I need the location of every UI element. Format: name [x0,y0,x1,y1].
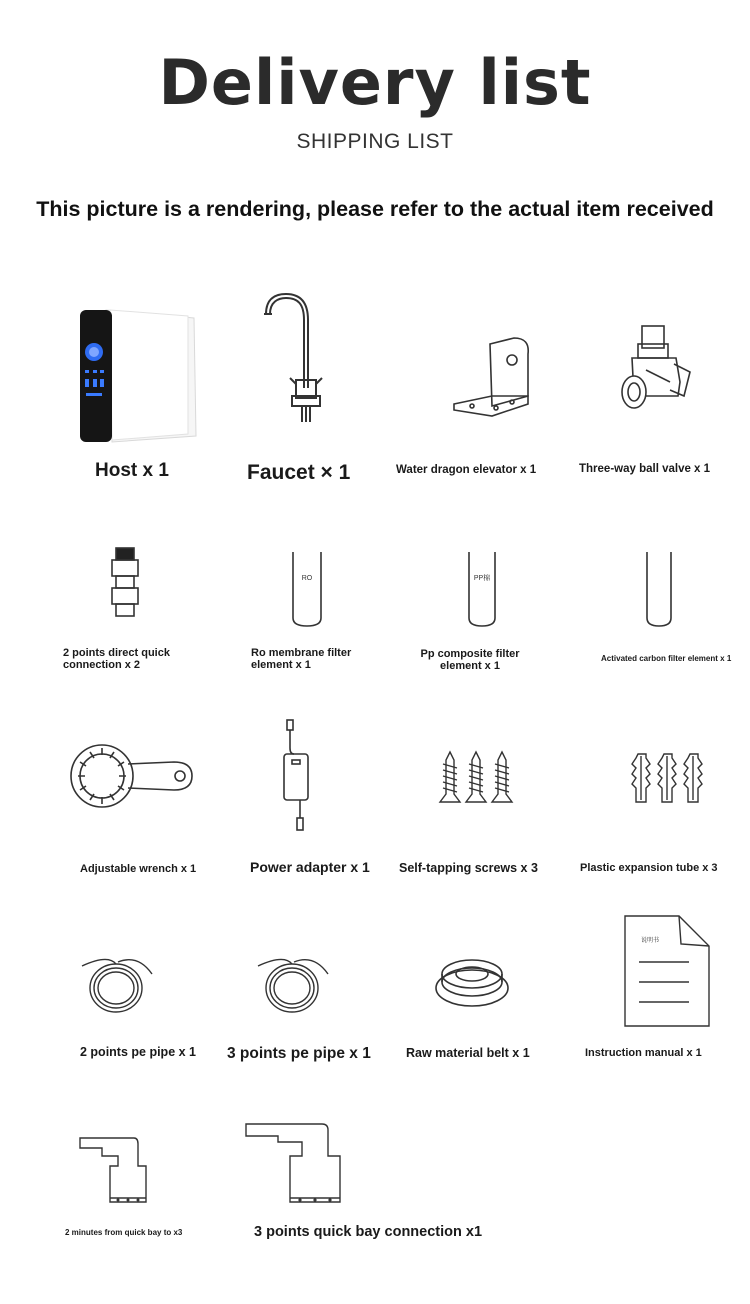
ball-valve-icon [620,324,692,416]
item-label: Instruction manual x 1 [585,1047,702,1059]
wrench-icon [68,742,194,812]
ro-filter-icon [290,550,324,628]
item-label: 2 minutes from quick bay to x3 [65,1228,183,1237]
item-label: 3 points pe pipe x 1 [227,1045,371,1062]
host-unit-icon [76,306,200,446]
filter-mark: PP棉 [473,575,491,582]
item-label: Ro membrane filter element x 1 [251,647,352,672]
carbon-filter-icon [644,550,674,628]
item-label: 2 points direct quick connection x 2 [63,647,170,672]
item-label: 3 points quick bay connection x1 [254,1224,483,1240]
item-label: Three-way ball valve x 1 [579,463,711,475]
filter-mark: RO [301,575,313,582]
item-label: Plastic expansion tube x 3 [580,862,718,874]
pipe-coil-icon [78,952,154,1016]
item-label: Raw material belt x 1 [406,1046,530,1060]
screws-icon [438,752,512,806]
item-label: Pp composite filter element x 1 [420,648,520,673]
item-label: Self-tapping screws x 3 [399,861,538,875]
bracket-icon [452,336,532,418]
quick-bay-connector-icon [244,1122,342,1206]
page-title: Delivery list [158,46,592,119]
item-label: Adjustable wrench x 1 [80,863,197,875]
manual-mark: 说明书 [641,937,660,944]
item-label: Activated carbon filter element x 1 [601,654,732,663]
pipe-coil-icon [254,952,330,1016]
item-label: 2 points pe pipe x 1 [80,1045,196,1059]
page-subtitle: SHIPPING LIST [296,130,454,153]
item-label: Host x 1 [95,460,169,481]
item-label: Water dragon elevator x 1 [396,464,537,476]
expansion-tube-icon [632,752,704,806]
quick-bay-connector-icon [78,1136,148,1206]
rendering-notice: This picture is a rendering, please refer to the actual item received [36,197,714,221]
document-icon [623,914,711,1030]
item-label: Faucet × 1 [247,461,351,484]
item-label: Power adapter x 1 [250,859,370,875]
tape-roll-icon [432,952,512,1014]
faucet-icon [262,292,332,427]
quick-connector-icon [108,546,142,620]
pp-filter-icon [466,550,498,628]
power-adapter-icon [280,718,312,838]
